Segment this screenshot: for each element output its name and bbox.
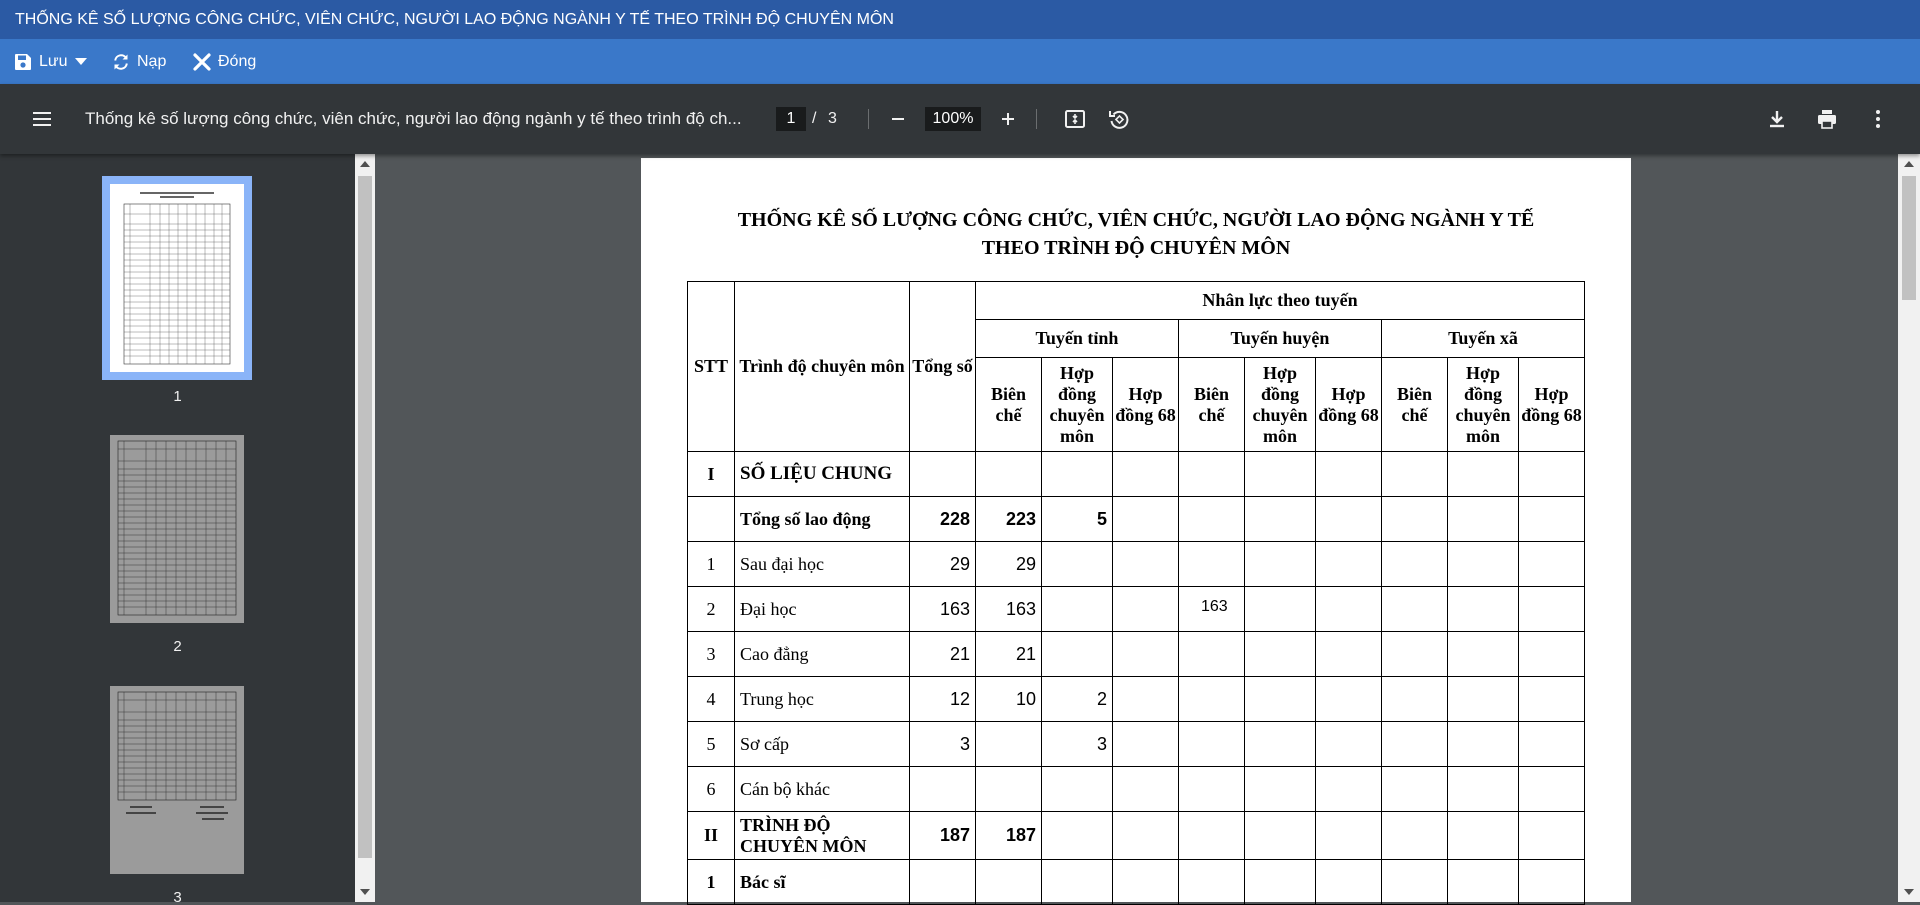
cell-stt: 1	[688, 542, 735, 587]
cell-name: Cao đẳng	[735, 632, 910, 677]
save-label: Lưu	[39, 52, 68, 70]
cell-empty	[1113, 497, 1179, 542]
zoom-level-input[interactable]: 100%	[925, 107, 981, 131]
table-row	[688, 497, 1585, 542]
cell-empty	[1382, 722, 1448, 767]
cell-stt: II	[688, 812, 735, 860]
cell-empty	[1316, 677, 1382, 722]
table-row	[688, 587, 1585, 632]
cell-empty	[1113, 722, 1179, 767]
close-icon	[193, 53, 211, 71]
cell-empty	[1382, 632, 1448, 677]
cell-empty	[1179, 452, 1245, 497]
cell-empty	[1113, 542, 1179, 587]
zoom-in-icon[interactable]	[996, 107, 1020, 131]
page-separator: /	[812, 110, 817, 127]
cell-name: Tổng số lao động	[735, 497, 910, 542]
cell-empty	[1519, 497, 1585, 542]
cell-name: Đại học	[735, 587, 910, 632]
header-hop-dong-68: Hợp đồng 68	[1519, 358, 1585, 452]
cell-empty	[1382, 542, 1448, 587]
thumbnail-sidebar	[0, 154, 355, 902]
cell-empty	[1179, 677, 1245, 722]
scroll-up-arrow[interactable]	[1904, 161, 1914, 167]
cell-empty	[1245, 632, 1316, 677]
header-hop-dong-cm: Hợp đồng chuyên môn	[1448, 358, 1519, 452]
cell-empty	[1113, 767, 1179, 812]
cell-value: 223	[976, 497, 1042, 542]
header-tuyen-huyen: Tuyến huyện	[1179, 320, 1382, 358]
cell-value: 21	[910, 632, 976, 677]
cell-empty	[1382, 497, 1448, 542]
pdf-toolbar	[0, 84, 1920, 154]
app-toolbar	[0, 39, 1920, 84]
cell-empty	[1519, 722, 1585, 767]
thumbnail-label: 1	[173, 388, 182, 405]
cell-empty	[1519, 812, 1585, 860]
cell-empty	[1448, 587, 1519, 632]
header-stt: STT	[688, 282, 735, 452]
cell-name: Sau đại học	[735, 542, 910, 587]
cell-empty	[1245, 767, 1316, 812]
scroll-up-arrow[interactable]	[360, 161, 370, 167]
scroll-down-arrow[interactable]	[1904, 889, 1914, 895]
cell-value	[1042, 860, 1113, 905]
cell-empty	[1316, 542, 1382, 587]
cell-value: 228	[910, 497, 976, 542]
cell-empty	[1519, 452, 1585, 497]
floppy-disk-icon	[14, 53, 32, 71]
cell-value: 29	[976, 542, 1042, 587]
caret-down-icon	[75, 58, 87, 66]
cell-name: Sơ cấp	[735, 722, 910, 767]
cell-empty	[1448, 497, 1519, 542]
header-tong-so: Tổng số	[910, 282, 976, 452]
reload-label: Nạp	[137, 52, 167, 70]
scroll-down-arrow[interactable]	[360, 889, 370, 895]
table-row	[688, 452, 1585, 497]
cell-value: 3	[1042, 722, 1113, 767]
cell-value: 29	[910, 542, 976, 587]
reload-button[interactable]	[112, 39, 166, 84]
cell-empty	[1382, 587, 1448, 632]
cell-empty	[1519, 767, 1585, 812]
page-number-input[interactable]: 1	[776, 107, 806, 131]
cell-empty	[1519, 677, 1585, 722]
cell-value	[910, 860, 976, 905]
cell-stt: 4	[688, 677, 735, 722]
cell-empty	[1382, 860, 1448, 905]
cell-value: 21	[976, 632, 1042, 677]
thumbnail-page-2[interactable]	[110, 435, 244, 623]
print-icon[interactable]	[1815, 107, 1839, 131]
table-row	[688, 632, 1585, 677]
cell-empty	[1113, 632, 1179, 677]
cell-empty	[1316, 587, 1382, 632]
cell-value	[976, 860, 1042, 905]
more-options-icon[interactable]	[1866, 107, 1890, 131]
header-hop-dong-68: Hợp đồng 68	[1113, 358, 1179, 452]
cell-empty	[1382, 767, 1448, 812]
cell-empty	[1245, 677, 1316, 722]
cell-stt: 3	[688, 632, 735, 677]
cell-value: 187	[976, 812, 1042, 860]
refresh-icon	[112, 53, 130, 71]
cell-value	[976, 722, 1042, 767]
cell-value: 2	[1042, 677, 1113, 722]
cell-empty	[1448, 812, 1519, 860]
cell-stt	[688, 497, 735, 542]
cell-empty	[1245, 452, 1316, 497]
cell-empty	[1316, 452, 1382, 497]
cell-empty	[1382, 812, 1448, 860]
cell-empty	[1316, 632, 1382, 677]
cell-stt: 6	[688, 767, 735, 812]
cell-empty	[1113, 452, 1179, 497]
cell-empty	[1113, 677, 1179, 722]
main-scrollbar[interactable]	[1898, 154, 1920, 902]
cell-name: SỐ LIỆU CHUNG	[735, 452, 910, 497]
header-trinh-do: Trình độ chuyên môn	[735, 282, 910, 452]
cell-value: 10	[976, 677, 1042, 722]
cell-name: Bác sĩ	[735, 860, 910, 905]
cell-value	[1042, 632, 1113, 677]
cell-value: 187	[910, 812, 976, 860]
cell-empty	[1448, 542, 1519, 587]
zoom-out-icon[interactable]	[886, 107, 910, 131]
cell-empty	[1519, 542, 1585, 587]
table-row	[688, 860, 1585, 905]
header-bien-che: Biên chế	[1382, 358, 1448, 452]
cell-value: 12	[910, 677, 976, 722]
page-total: 3	[828, 110, 837, 127]
cell-empty	[1179, 722, 1245, 767]
cell-empty	[1113, 860, 1179, 905]
cell-value	[1042, 542, 1113, 587]
cell-empty	[1179, 767, 1245, 812]
thumbnail-preview	[110, 435, 244, 623]
header-hop-dong-cm: Hợp đồng chuyên môn	[1042, 358, 1113, 452]
cell-empty	[1245, 542, 1316, 587]
cell-empty	[1448, 767, 1519, 812]
pdf-document-title: Thống kê số lượng công chức, viên chức, người lao động ngành y tế theo trình độ ch...	[85, 109, 742, 128]
thumbnail-page-1[interactable]	[102, 176, 252, 380]
cell-value: 5	[1042, 497, 1113, 542]
cell-empty	[1316, 767, 1382, 812]
cell-name: Trung học	[735, 677, 910, 722]
cell-empty	[1316, 722, 1382, 767]
cell-empty	[1245, 722, 1316, 767]
table-row	[688, 767, 1585, 812]
cell-empty	[1245, 860, 1316, 905]
download-icon[interactable]	[1765, 107, 1789, 131]
divider	[1036, 109, 1037, 129]
cell-empty	[1316, 497, 1382, 542]
header-tuyen-tinh: Tuyến tỉnh	[976, 320, 1179, 358]
cell-name: Cán bộ khác	[735, 767, 910, 812]
cell-empty	[1519, 587, 1585, 632]
cell-empty	[1382, 677, 1448, 722]
thumbnail-label: 2	[173, 638, 182, 655]
header-bien-che: Biên chế	[976, 358, 1042, 452]
header-bien-che: Biên chế	[1179, 358, 1245, 452]
thumbnail-label: 3	[173, 889, 182, 902]
rotate-icon[interactable]	[1107, 107, 1131, 131]
thumbnail-preview	[110, 184, 244, 372]
cell-value	[1042, 587, 1113, 632]
table-row	[688, 722, 1585, 767]
scrollbar-thumb[interactable]	[1902, 176, 1916, 300]
pdf-page	[641, 158, 1631, 902]
cell-empty	[1448, 632, 1519, 677]
cell-stt: 2	[688, 587, 735, 632]
cell-empty	[1245, 587, 1316, 632]
thumbnail-page-3[interactable]	[110, 686, 244, 874]
cell-name: TRÌNH ĐỘ CHUYÊN MÔN	[735, 812, 910, 860]
cell-stt: 5	[688, 722, 735, 767]
cell-empty	[1519, 632, 1585, 677]
document-title-line-1: THỐNG KÊ SỐ LƯỢNG CÔNG CHỨC, VIÊN CHỨC, NGƯỜI LAO ĐỘNG NGÀNH Y TẾ	[737, 209, 1535, 231]
statistics-table	[687, 281, 1585, 905]
cell-value	[910, 767, 976, 812]
cell-empty	[1448, 722, 1519, 767]
header-nhan-luc: Nhân lực theo tuyến	[976, 282, 1585, 320]
scrollbar-thumb[interactable]	[358, 176, 372, 858]
save-button[interactable]	[14, 39, 87, 84]
cell-empty	[1113, 587, 1179, 632]
cell-stt: I	[688, 452, 735, 497]
cell-value	[1042, 767, 1113, 812]
stray-value-label: 163	[1201, 598, 1228, 615]
cell-value: 163	[976, 587, 1042, 632]
cell-value	[976, 452, 1042, 497]
menu-icon[interactable]	[30, 107, 54, 131]
cell-empty	[1179, 860, 1245, 905]
cell-stt: 1	[688, 860, 735, 905]
document-title-line-2: THEO TRÌNH ĐỘ CHUYÊN MÔN	[981, 237, 1291, 259]
cell-empty	[1316, 812, 1382, 860]
cell-empty	[1448, 860, 1519, 905]
header-hop-dong-68: Hợp đồng 68	[1316, 358, 1382, 452]
cell-empty	[1179, 542, 1245, 587]
cell-value	[910, 452, 976, 497]
table-row	[688, 542, 1585, 587]
cell-value	[1042, 452, 1113, 497]
cell-empty	[1113, 812, 1179, 860]
header-tuyen-xa: Tuyến xã	[1382, 320, 1585, 358]
cell-empty	[1519, 860, 1585, 905]
divider	[868, 109, 869, 129]
cell-empty	[1245, 497, 1316, 542]
cell-empty	[1448, 677, 1519, 722]
close-button[interactable]	[193, 39, 256, 84]
window-title: THỐNG KÊ SỐ LƯỢNG CÔNG CHỨC, VIÊN CHỨC, NGƯỜI LAO ĐỘNG NGÀNH Y TẾ THEO TRÌNH ĐỘ CHUYÊN MÔN	[0, 0, 1920, 39]
cell-empty	[1179, 497, 1245, 542]
cell-empty	[1316, 860, 1382, 905]
table-row	[688, 812, 1585, 860]
document-title	[641, 206, 1631, 262]
cell-value: 3	[910, 722, 976, 767]
cell-empty	[1179, 812, 1245, 860]
sidebar-scrollbar[interactable]	[355, 154, 375, 902]
header-hop-dong-cm: Hợp đồng chuyên môn	[1245, 358, 1316, 452]
close-label: Đóng	[218, 52, 257, 70]
cell-empty	[1179, 632, 1245, 677]
fit-page-icon[interactable]	[1063, 107, 1087, 131]
cell-empty	[1448, 452, 1519, 497]
cell-value	[1042, 812, 1113, 860]
cell-empty	[1245, 812, 1316, 860]
thumbnail-preview	[110, 686, 244, 874]
cell-value	[976, 767, 1042, 812]
cell-empty	[1382, 452, 1448, 497]
table-row	[688, 677, 1585, 722]
cell-value: 163	[910, 587, 976, 632]
